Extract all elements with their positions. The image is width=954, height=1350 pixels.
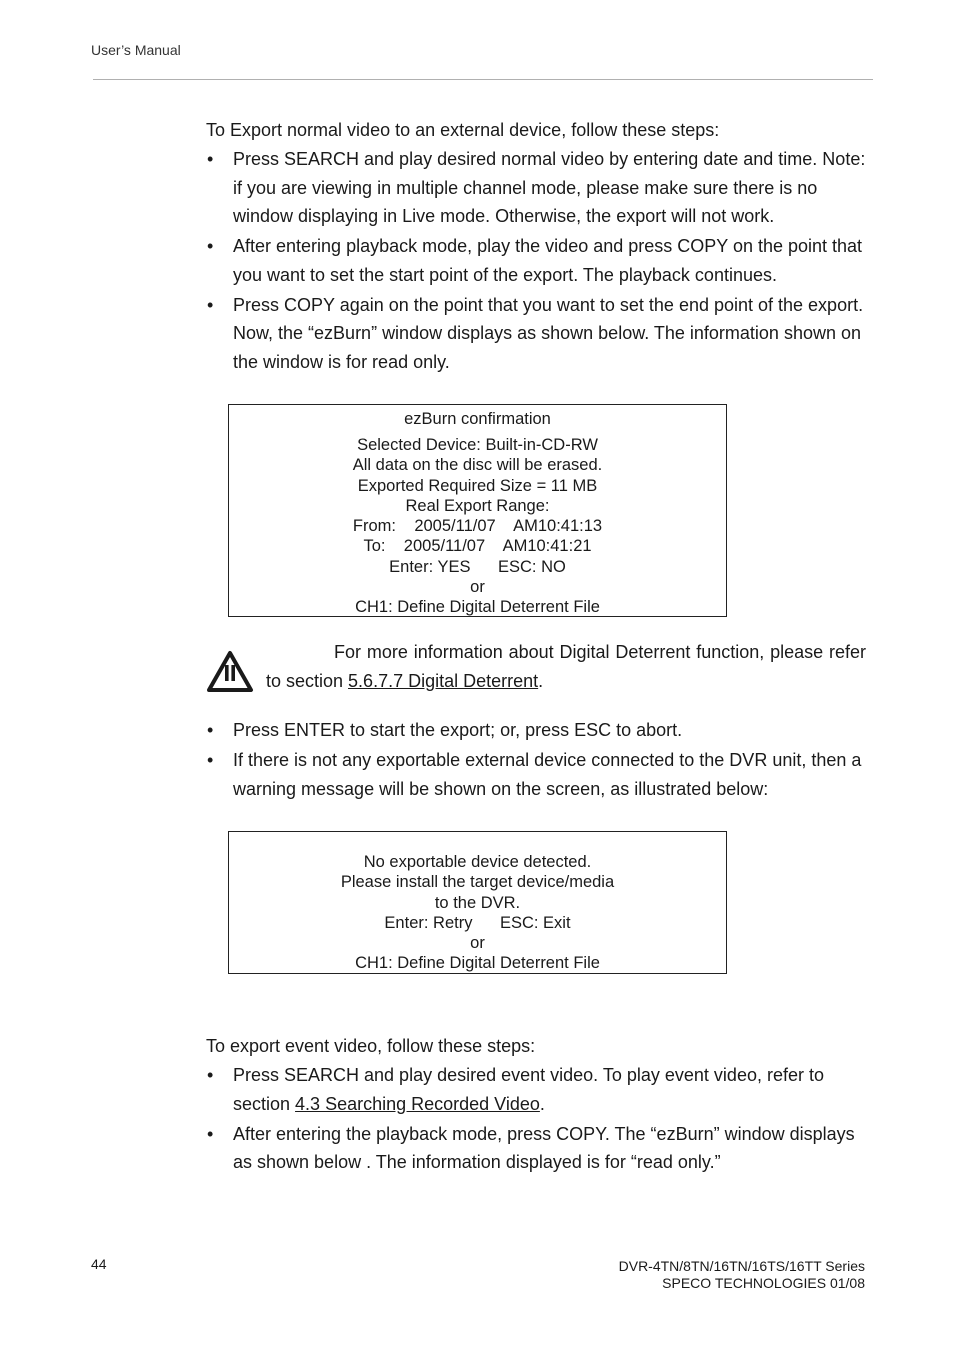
dialog-line: CH1: Define Digital Deterrent File	[355, 598, 600, 617]
dialog-title: ezBurn confirmation	[404, 410, 551, 428]
section3-bullet-list	[206, 1061, 866, 1178]
footer-info	[619, 1258, 865, 1291]
dialog-line: Real Export Range:	[405, 496, 550, 515]
dialog-line: to the DVR.	[434, 893, 521, 912]
dialog-line: No exportable device detected.	[363, 853, 592, 871]
list-item: • Press ENTER to start the export; or, press ESC to abort.	[206, 716, 866, 745]
section1-bullet-list	[206, 145, 866, 378]
section2-bullet-list	[206, 716, 866, 805]
dialog-line: or	[470, 934, 485, 953]
section1-intro: To Export normal video to an external device, follow these steps:	[206, 120, 720, 140]
note-text	[206, 638, 866, 696]
bullet-text: Press SEARCH and play desired event video. To play event video, refer to section	[233, 1065, 824, 1114]
bullet-text: .	[539, 1093, 545, 1114]
dialog-line: To: 2005/11/07 AM10:41:21	[363, 537, 592, 556]
footer-series: DVR-4TN/8TN/16TN/16TS/16TT Series	[618, 1258, 865, 1274]
list-item: • Press COPY again on the point that you want to set the end point of the export. Now, the “ezBurn” window displays as shown below. The information shown on the window is for read only.	[206, 291, 866, 377]
dialog-line: CH1: Define Digital Deterrent File	[355, 954, 600, 973]
dialog-line: Enter: YES ESC: NO	[389, 557, 566, 576]
dialog-line: Exported Required Size = 11 MB	[357, 476, 598, 495]
no-device-warning-dialog	[228, 831, 727, 974]
list-item	[206, 1061, 866, 1118]
note-text-after: .	[538, 671, 544, 691]
footer-company: SPECO TECHNOLOGIES 01/08	[662, 1274, 865, 1291]
dialog-line: Enter: Retry ESC: Exit	[384, 913, 571, 932]
list-item: • If there is not any exportable external device connected to the DVR unit, then a warning message will be shown on the screen, as illustrated below:	[206, 746, 866, 803]
list-item: • Press SEARCH and play desired normal video by entering date and time. Note: if you are viewing in multiple channel mode, please make sure there is no window displaying in Live mode. Otherwise, the export will not work.	[206, 145, 866, 231]
dialog-line: or	[470, 578, 485, 597]
list-item: • After entering the playback mode, press COPY. The “ezBurn” window displays as shown below . The information displayed is for “read only.”	[206, 1120, 866, 1177]
warning-icon	[206, 650, 254, 694]
dialog-line: All data on the disc will be erased.	[352, 456, 603, 475]
running-header: User’s Manual	[91, 42, 181, 58]
dialog-line: Please install the target device/media	[340, 873, 615, 892]
ezburn-confirmation-dialog	[228, 404, 727, 617]
searching-recorded-video-link[interactable]: 4.3 Searching Recorded Video	[295, 1093, 540, 1114]
header-divider	[93, 79, 873, 80]
list-item: • After entering playback mode, play the video and press COPY on the point that you want to set the start point of the export. The playback continues.	[206, 232, 866, 289]
dialog-line: Selected Device: Built-in-CD-RW	[357, 436, 598, 454]
digital-deterrent-link[interactable]: 5.6.7.7 Digital Deterrent	[348, 671, 539, 691]
dialog-line: From: 2005/11/07 AM10:41:13	[352, 517, 603, 536]
page-number: 44	[91, 1256, 107, 1272]
section3-intro: To export event video, follow these steps:	[206, 1036, 536, 1056]
note-text-before: For more information about Digital Deterrent function, please refer to section	[266, 642, 866, 691]
digital-deterrent-note	[206, 638, 866, 696]
